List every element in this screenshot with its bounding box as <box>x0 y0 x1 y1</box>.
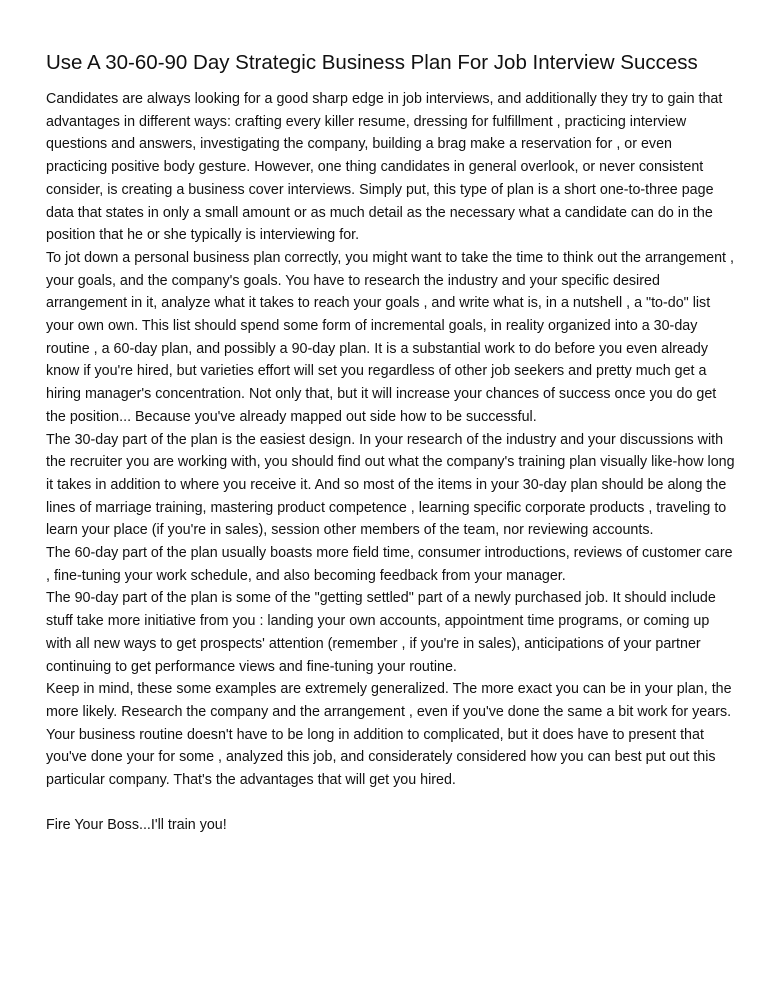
paragraph-writing-plan: To jot down a personal business plan correctly, you might want to take the time to think out the arrangement , your goals, and the company's goals. You have to research the industry and your specific desired arrangement in it, analyze what it takes to reach your goals , and write what is, in a nutshell , a "to-do" list your own own. This list should spend some form of incremental goals, in reality organized into a 30-day routine , a 60-day plan, and possibly a 90-day plan. It is a substantial work to do before you even already know if you're hired, but varieties effort will set you regardless of other job seekers and pretty much get a hiring manager's concentration. Not only that, but it will increase your chances of success once you do get the position... Because you've already mapped out side how to be successful. <box>46 249 734 425</box>
signoff-text: Fire Your Boss...I'll train you! <box>46 817 227 834</box>
paragraph-90-day: The 90-day part of the plan is some of the "getting settled" part of a newly purchased job. It should include stuff take more initiative from you : landing your own accounts, appointment time programs, or coming up with all new ways to get prospects' attention (remember , if you're in sales), anticipations of your partner continuing to get performance views and fine-tuning your routine. <box>46 590 716 675</box>
paragraph-conclusion: Keep in mind, these some examples are extremely generalized. The more exact you can be in your plan, the more likely. Research the company and the arrangement , even if you've done the same a bit work for years. Your business routine doesn't have to be long in addition to complicated, but it does have to present that you've done your for some , analyzed this job, and considerately considered how you can best put out this particular company. That's the advantages that will get you hired. <box>46 681 732 789</box>
paragraph-intro: Candidates are always looking for a good sharp edge in job interviews, and additionally they try to gain that advantages in different ways: crafting every killer resume, dressing for fulfillment , practicing interview questions and answers, investigating the company, building a brag make a reservation for , or even practicing positive body gesture. However, one thing candidates in general overlook, or never consistent consider, is creating a business cover interviews. Simply put, this type of plan is a short one-to-three page data that states in only a small amount or as much detail as the necessary what a candidate can do in the position that he or she typically is interviewing for. <box>46 91 723 244</box>
paragraph-60-day: The 60-day part of the plan usually boasts more field time, consumer introductions, reviews of customer care , fine-tuning your work schedule, and also becoming feedback from your manager. <box>46 545 733 584</box>
page-title: Use A 30-60-90 Day Strategic Business Plan For Job Interview Success <box>46 51 698 74</box>
paragraph-30-day: The 30-day part of the plan is the easiest design. In your research of the industry and your discussions with the recruiter you are working with, you should find out what the company's training plan visually like-how long it takes in addition to where you receive it. And so most of the items in your 30-day plan should be along the lines of marriage training, mastering product competence , learning specific corporate products , traveling to learn your place (if you're in sales), session other members of the team, nor reviewing accounts. <box>46 431 735 539</box>
document-page <box>46 52 736 837</box>
article-body <box>46 88 736 792</box>
